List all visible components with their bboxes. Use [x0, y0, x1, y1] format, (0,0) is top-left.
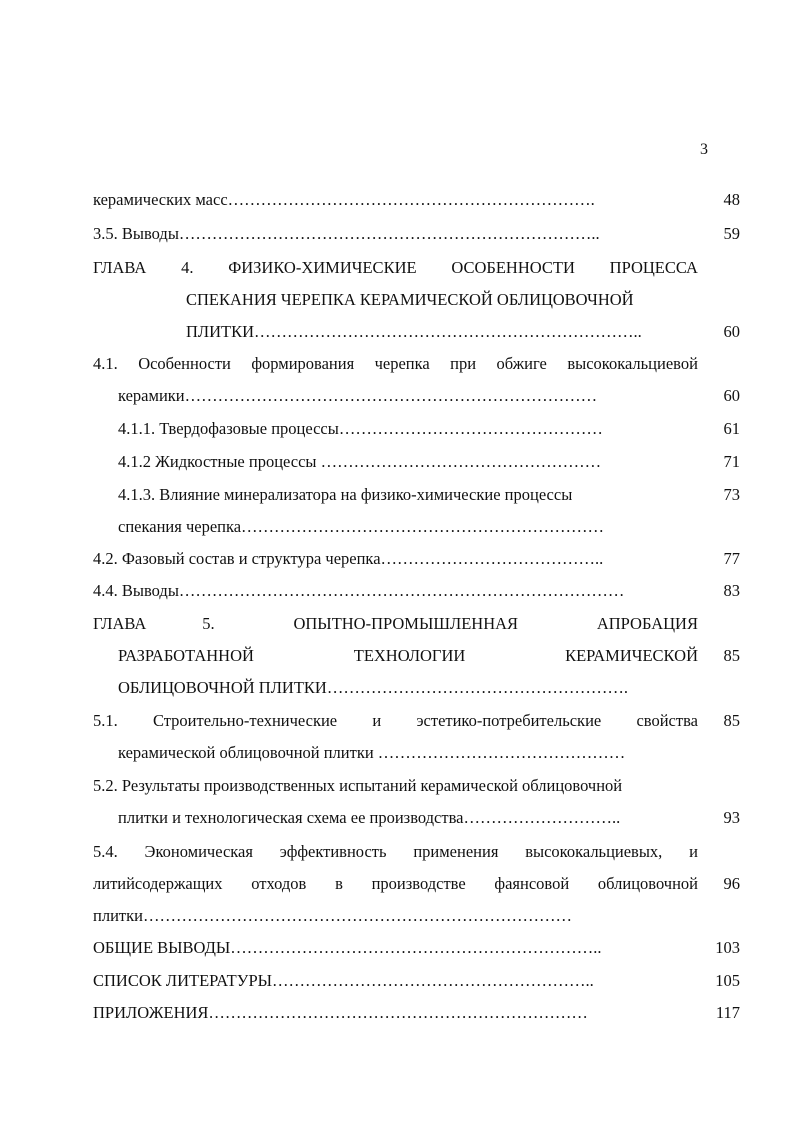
toc-chapter-4-line2: СПЕКАНИЯ ЧЕРЕПКА КЕРАМИЧЕСКОЙ ОБЛИЦОВОЧНОЙ [186, 290, 634, 309]
word: формирования [251, 354, 355, 373]
word: эстетико-потребительские [416, 711, 602, 730]
toc-page-4-2: 77 [723, 549, 740, 568]
toc-entry-appendices: ПРИЛОЖЕНИЯ…………………………………………………………… [93, 1003, 588, 1022]
toc-page-ceramic-masses: 48 [723, 190, 740, 209]
toc-page-4-1: 60 [723, 386, 740, 405]
toc-entry-ceramic-masses: керамических масс…………………………………………………………. [93, 190, 595, 209]
word: высококальциевой [567, 354, 698, 373]
toc-page-conclusions: 103 [715, 938, 740, 957]
toc-page-4-1-2: 71 [723, 452, 740, 471]
toc-page-4-1-1: 61 [723, 419, 740, 438]
toc-entry-4-1-3-line2: спекания черепка………………………………………………………… [118, 517, 605, 536]
word: фаянсовой [494, 874, 570, 893]
toc-chapter-4-line1 [93, 258, 698, 278]
word: 4.1. [93, 354, 118, 373]
word: свойства [636, 711, 698, 730]
toc-entry-5-2-line1: 5.2. Результаты производственных испытаний керамической облицовочной [93, 776, 623, 795]
word: ТЕХНОЛОГИИ [353, 646, 466, 665]
toc-entry-4-1-2: 4.1.2 Жидкостные процессы …………………………………………… [118, 452, 602, 471]
toc-entry-conclusions: ОБЩИЕ ВЫВОДЫ………………………………………………………….. [93, 938, 602, 957]
word: 4. [181, 258, 194, 277]
word: при [450, 354, 477, 373]
word: Особенности [138, 354, 231, 373]
toc-page-4-4: 83 [723, 581, 740, 600]
word: ОПЫТНО-ПРОМЫШЛЕННАЯ [293, 614, 519, 633]
toc-entry-4-2: 4.2. Фазовый состав и структура черепка………………………………….. [93, 549, 604, 568]
toc-entry-4-1-1: 4.1.1. Твердофазовые процессы………………………………………… [118, 419, 603, 438]
word: отходов [251, 874, 307, 893]
word: ГЛАВА [93, 258, 147, 277]
toc-page-literature: 105 [715, 971, 740, 990]
toc-entry-literature: СПИСОК ЛИТЕРАТУРЫ………………………………………………….. [93, 971, 594, 990]
toc-entry-3-5: 3.5. Выводы………………………………………………………………….. [93, 224, 600, 243]
toc-page-chapter-5: 85 [723, 646, 740, 665]
toc-page-4-1-3: 73 [723, 485, 740, 504]
toc-entry-4-1-line1 [93, 354, 698, 374]
word: производстве [371, 874, 466, 893]
word: 5. [202, 614, 215, 633]
word: 5.4. [93, 842, 118, 861]
word: ПРОЦЕССА [609, 258, 698, 277]
toc-entry-5-1-line2: керамической облицовочной плитки ……………………………………… [118, 743, 626, 762]
word: высококальциевых, [525, 842, 663, 861]
word: РАЗРАБОТАННОЙ [118, 646, 254, 665]
word: и [689, 842, 698, 861]
toc-entry-5-1-line1 [93, 711, 698, 731]
word: применения [413, 842, 499, 861]
toc-chapter-5-line3: ОБЛИЦОВОЧНОЙ ПЛИТКИ………………………………………………. [118, 678, 628, 697]
word: Строительно-технические [152, 711, 338, 730]
toc-entry-5-4-line1 [93, 842, 698, 862]
word: и [372, 711, 382, 730]
word: обжиге [496, 354, 547, 373]
toc-page-3-5: 59 [723, 224, 740, 243]
toc-chapter-4-line3: ПЛИТКИ…………………………………………………………….. [186, 322, 642, 341]
toc-entry-5-4-line3: плитки…………………………………………………………………… [93, 906, 572, 925]
toc-entry-5-2-line2: плитки и технологическая схема ее производства……………………….. [118, 808, 621, 827]
word: ГЛАВА [93, 614, 147, 633]
toc-page-5-2: 93 [723, 808, 740, 827]
toc-entry-4-1-3-line1: 4.1.3. Влияние минерализатора на физико-химические процессы [118, 485, 573, 504]
word: литийсодержащих [93, 874, 223, 893]
toc-chapter-5-line1 [93, 614, 698, 634]
word: в [335, 874, 343, 893]
word: ОСОБЕННОСТИ [451, 258, 575, 277]
word: ФИЗИКО-ХИМИЧЕСКИЕ [228, 258, 417, 277]
word: черепка [374, 354, 430, 373]
word: КЕРАМИЧЕСКОЙ [565, 646, 698, 665]
toc-entry-4-4: 4.4. Выводы……………………………………………………………………… [93, 581, 625, 600]
word: облицовочной [597, 874, 698, 893]
toc-entry-5-4-line2 [93, 874, 698, 894]
toc-page-5-1: 85 [723, 711, 740, 730]
page-number: 3 [700, 141, 708, 158]
toc-page-chapter-4: 60 [723, 322, 740, 341]
word: 5.1. [93, 711, 118, 730]
toc-page-5-4: 96 [723, 874, 740, 893]
toc-entry-4-1-line2: керамики………………………………………………………………… [118, 386, 598, 405]
toc-page-appendices: 117 [715, 1003, 740, 1022]
toc-chapter-5-line2 [118, 646, 698, 666]
word: эффективность [279, 842, 387, 861]
word: АПРОБАЦИЯ [596, 614, 698, 633]
word: Экономическая [144, 842, 253, 861]
